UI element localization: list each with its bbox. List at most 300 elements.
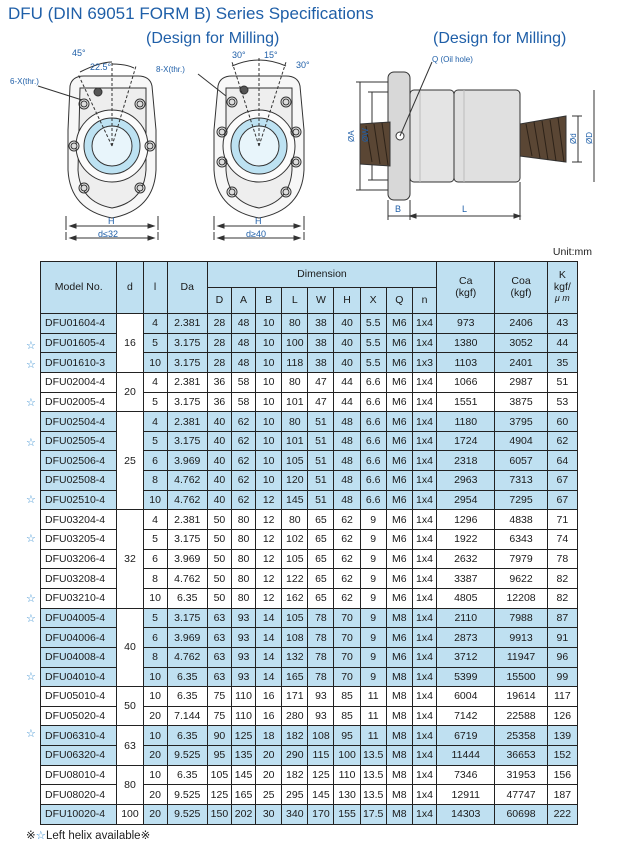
cell-w: 47 [308,372,334,392]
th-l: l [143,262,167,314]
th-ca: Ca (kgf) [437,262,495,314]
th-dim-q: Q [386,288,412,314]
cell-n: 1x4 [412,628,436,648]
cell-ca: 1380 [437,333,495,353]
cell-x: 6.6 [360,392,386,412]
cell-d: 90 [207,726,231,746]
cell-a: 58 [231,392,255,412]
side-view [356,62,594,220]
cell-k: 187 [547,785,577,805]
cell-k: 43 [547,314,577,334]
cell-k: 44 [547,333,577,353]
cell-da: 9.525 [167,785,207,805]
cell-h: 44 [334,392,360,412]
cell-a: 48 [231,314,255,334]
table-row [41,726,578,746]
cell-da: 2.381 [167,314,207,334]
cell-h: 70 [334,667,360,687]
cell-b: 10 [256,392,282,412]
cell-ca: 3387 [437,569,495,589]
th-dim-b: B [256,288,282,314]
cell-w: 125 [308,765,334,785]
cell-d: 20 [117,372,143,411]
cell-x: 13.5 [360,765,386,785]
label-angle-15: 15° [264,50,278,60]
cell-q: M8 [386,726,412,746]
cell-coa: 22588 [495,706,547,726]
label-6x-thr: 6-X(thr.) [10,77,39,86]
label-ow: ØW [361,128,370,142]
cell-h: 48 [334,490,360,510]
cell-l: 80 [282,372,308,392]
cell-da: 9.525 [167,746,207,766]
cell-q: M6 [386,530,412,550]
cell-model: DFU02005-4 [41,392,117,412]
cell-l: 118 [282,353,308,373]
cell-w: 145 [308,785,334,805]
label-od-large: ØD [585,132,594,144]
cell-n: 1x4 [412,608,436,628]
cell-model: DFU03206-4 [41,549,117,569]
cell-q: M8 [386,805,412,825]
cell-l: 5 [143,431,167,451]
cell-n: 1x4 [412,372,436,392]
cell-l: 10 [143,490,167,510]
cell-n: 1x4 [412,647,436,667]
cell-ca: 11444 [437,746,495,766]
cell-h: 48 [334,431,360,451]
cell-a: 80 [231,510,255,530]
cell-w: 78 [308,647,334,667]
cell-da: 3.175 [167,392,207,412]
cell-x: 5.5 [360,314,386,334]
cell-l: 132 [282,647,308,667]
flange-view-large [198,58,304,240]
cell-x: 6.6 [360,412,386,432]
cell-h: 48 [334,451,360,471]
cell-n: 1x4 [412,569,436,589]
cell-l: 101 [282,431,308,451]
cell-h: 48 [334,412,360,432]
cell-ca: 2110 [437,608,495,628]
cell-ca: 1922 [437,530,495,550]
cell-k: 99 [547,667,577,687]
cell-w: 78 [308,608,334,628]
cell-b: 18 [256,726,282,746]
cell-d: 63 [207,647,231,667]
cell-model: DFU06310-4 [41,726,117,746]
cell-model: DFU04006-4 [41,628,117,648]
cell-d: 95 [207,746,231,766]
cell-h: 62 [334,530,360,550]
cell-n: 1x4 [412,687,436,707]
th-dim-a: A [231,288,255,314]
cell-k: 67 [547,490,577,510]
cell-q: M6 [386,510,412,530]
cell-coa: 6057 [495,451,547,471]
cell-l: 290 [282,746,308,766]
cell-w: 51 [308,412,334,432]
cell-model: DFU04008-4 [41,647,117,667]
cell-h: 130 [334,785,360,805]
cell-d: 40 [207,412,231,432]
star-icon: ☆ [26,340,36,352]
cell-ca: 1551 [437,392,495,412]
cell-k: 64 [547,451,577,471]
cell-da: 6.35 [167,588,207,608]
cell-w: 108 [308,726,334,746]
cell-w: 93 [308,687,334,707]
table-row [41,687,578,707]
cell-l: 80 [282,510,308,530]
cell-ca: 4805 [437,588,495,608]
th-dim-w: W [308,288,334,314]
label-h-small: H [108,216,115,226]
cell-n: 1x4 [412,451,436,471]
cell-coa: 12208 [495,588,547,608]
cell-l: 8 [143,647,167,667]
cell-k: 139 [547,726,577,746]
cell-k: 74 [547,530,577,550]
cell-n: 1x4 [412,805,436,825]
cell-x: 6.6 [360,372,386,392]
cell-model: DFU02506-4 [41,451,117,471]
label-d-large: d≥40 [246,229,266,239]
cell-h: 155 [334,805,360,825]
cell-b: 14 [256,667,282,687]
cell-k: 67 [547,471,577,491]
cell-d: 40 [207,490,231,510]
cell-q: M6 [386,647,412,667]
cell-ca: 1296 [437,510,495,530]
cell-da: 2.381 [167,412,207,432]
cell-da: 7.144 [167,706,207,726]
cell-a: 145 [231,765,255,785]
cell-q: M6 [386,451,412,471]
cell-n: 1x4 [412,785,436,805]
cell-model: DFU02508-4 [41,471,117,491]
cell-q: M6 [386,314,412,334]
cell-coa: 15500 [495,667,547,687]
cell-da: 4.762 [167,647,207,667]
cell-d: 150 [207,805,231,825]
cell-h: 62 [334,588,360,608]
cell-coa: 9913 [495,628,547,648]
cell-model: DFU04005-4 [41,608,117,628]
cell-k: 96 [547,647,577,667]
th-model: Model No. [41,262,117,314]
cell-b: 12 [256,549,282,569]
cell-a: 48 [231,353,255,373]
cell-l: 105 [282,608,308,628]
label-b: B [395,204,402,214]
cell-w: 78 [308,628,334,648]
cell-x: 13.5 [360,746,386,766]
th-dim-x: X [360,288,386,314]
cell-b: 25 [256,785,282,805]
spec-table [40,261,578,825]
cell-l: 10 [143,687,167,707]
cell-l: 4 [143,510,167,530]
cell-w: 38 [308,353,334,373]
star-icon: ☆ [26,671,36,683]
cell-d: 36 [207,392,231,412]
cell-a: 62 [231,431,255,451]
cell-x: 11 [360,726,386,746]
th-da: Da [167,262,207,314]
cell-d: 63 [207,667,231,687]
cell-l: 182 [282,765,308,785]
star-icon: ☆ [26,728,36,740]
cell-n: 1x4 [412,706,436,726]
cell-a: 93 [231,628,255,648]
cell-w: 93 [308,706,334,726]
table-row [41,765,578,785]
label-d-small: d≤32 [98,229,118,239]
cell-coa: 19614 [495,687,547,707]
flange-view-small [38,62,158,240]
cell-a: 58 [231,372,255,392]
cell-coa: 4838 [495,510,547,530]
cell-q: M6 [386,490,412,510]
cell-model: DFU02505-4 [41,431,117,451]
technical-drawing [0,44,619,250]
cell-ca: 7346 [437,765,495,785]
cell-d: 50 [207,588,231,608]
cell-n: 1x4 [412,726,436,746]
cell-da: 3.175 [167,431,207,451]
page-title: DFU (DIN 69051 FORM B) Series Specifications [8,4,374,23]
cell-b: 16 [256,687,282,707]
cell-a: 202 [231,805,255,825]
table-row [41,608,578,628]
cell-l: 20 [143,746,167,766]
cell-l: 20 [143,805,167,825]
cell-x: 6.6 [360,471,386,491]
cell-da: 4.762 [167,471,207,491]
cell-model: DFU01605-4 [41,333,117,353]
cell-ca: 1724 [437,431,495,451]
cell-d: 63 [207,628,231,648]
th-dim-n: n [412,288,436,314]
cell-w: 170 [308,805,334,825]
cell-l: 108 [282,628,308,648]
cell-d: 32 [117,510,143,608]
subtitle-right: (Design for Milling) [433,30,567,47]
cell-x: 11 [360,687,386,707]
cell-w: 65 [308,530,334,550]
th-dimension: Dimension [207,262,436,288]
star-icon: ☆ [26,397,36,409]
cell-h: 110 [334,765,360,785]
cell-h: 62 [334,569,360,589]
label-angle-30b: 30° [296,60,310,70]
cell-q: M8 [386,667,412,687]
cell-b: 14 [256,608,282,628]
cell-n: 1x4 [412,765,436,785]
cell-n: 1x4 [412,431,436,451]
cell-a: 80 [231,588,255,608]
cell-l: 4 [143,412,167,432]
cell-coa: 3875 [495,392,547,412]
label-angle-45: 45° [72,48,86,58]
cell-q: M8 [386,687,412,707]
cell-n: 1x4 [412,314,436,334]
cell-coa: 7988 [495,608,547,628]
cell-n: 1x4 [412,490,436,510]
cell-k: 35 [547,353,577,373]
cell-a: 125 [231,726,255,746]
cell-x: 6.6 [360,451,386,471]
cell-b: 12 [256,490,282,510]
cell-b: 10 [256,372,282,392]
cell-a: 62 [231,412,255,432]
label-8x-thr: 8-X(thr.) [156,65,185,74]
cell-l: 8 [143,471,167,491]
cell-a: 80 [231,569,255,589]
cell-d: 50 [207,510,231,530]
cell-coa: 9622 [495,569,547,589]
cell-d: 40 [207,451,231,471]
cell-l: 6 [143,549,167,569]
cell-w: 65 [308,549,334,569]
cell-w: 65 [308,569,334,589]
table-row [41,372,578,392]
cell-k: 222 [547,805,577,825]
cell-da: 2.381 [167,510,207,530]
cell-a: 80 [231,530,255,550]
cell-q: M6 [386,471,412,491]
cell-h: 85 [334,687,360,707]
unit-label: Unit:mm [552,246,592,258]
cell-h: 62 [334,549,360,569]
cell-l: 280 [282,706,308,726]
cell-model: DFU05020-4 [41,706,117,726]
cell-ca: 1103 [437,353,495,373]
cell-l: 8 [143,569,167,589]
cell-model: DFU06320-4 [41,746,117,766]
cell-n: 1x4 [412,333,436,353]
cell-da: 3.969 [167,549,207,569]
cell-x: 9 [360,667,386,687]
cell-model: DFU03204-4 [41,510,117,530]
cell-b: 12 [256,530,282,550]
star-icon: ☆ [26,494,36,506]
cell-q: M6 [386,588,412,608]
cell-l: 20 [143,785,167,805]
cell-l: 165 [282,667,308,687]
cell-d: 28 [207,333,231,353]
cell-model: DFU05010-4 [41,687,117,707]
cell-n: 1x4 [412,549,436,569]
cell-coa: 2401 [495,353,547,373]
cell-x: 5.5 [360,333,386,353]
cell-b: 10 [256,333,282,353]
cell-ca: 5399 [437,667,495,687]
cell-ca: 7142 [437,706,495,726]
cell-w: 51 [308,471,334,491]
cell-da: 2.381 [167,372,207,392]
cell-w: 51 [308,490,334,510]
cell-l: 80 [282,314,308,334]
cell-ca: 2318 [437,451,495,471]
cell-x: 11 [360,706,386,726]
cell-n: 1x3 [412,353,436,373]
cell-l: 6 [143,451,167,471]
cell-coa: 60698 [495,805,547,825]
cell-b: 20 [256,765,282,785]
cell-da: 3.175 [167,333,207,353]
cell-coa: 7313 [495,471,547,491]
cell-a: 135 [231,746,255,766]
cell-h: 40 [334,353,360,373]
cell-l: 6 [143,628,167,648]
cell-model: DFU03208-4 [41,569,117,589]
cell-d: 28 [207,353,231,373]
cell-q: M6 [386,333,412,353]
cell-l: 4 [143,314,167,334]
cell-n: 1x4 [412,510,436,530]
cell-b: 14 [256,647,282,667]
cell-l: 5 [143,530,167,550]
cell-a: 110 [231,687,255,707]
cell-l: 5 [143,608,167,628]
cell-l: 5 [143,333,167,353]
cell-a: 165 [231,785,255,805]
cell-l: 4 [143,372,167,392]
cell-l: 105 [282,451,308,471]
cell-d: 50 [117,687,143,726]
cell-l: 122 [282,569,308,589]
th-dim-l: L [282,288,308,314]
cell-b: 12 [256,569,282,589]
cell-ca: 14303 [437,805,495,825]
cell-h: 44 [334,372,360,392]
cell-da: 3.969 [167,451,207,471]
cell-ca: 6719 [437,726,495,746]
star-icon: ☆ [26,593,36,605]
cell-b: 12 [256,510,282,530]
cell-l: 100 [282,333,308,353]
cell-x: 9 [360,608,386,628]
cell-q: M6 [386,392,412,412]
cell-d: 28 [207,314,231,334]
cell-x: 9 [360,530,386,550]
cell-da: 6.35 [167,687,207,707]
cell-model: DFU02004-4 [41,372,117,392]
cell-n: 1x4 [412,588,436,608]
cell-k: 62 [547,431,577,451]
cell-b: 20 [256,746,282,766]
cell-h: 62 [334,510,360,530]
th-dim-d: D [207,288,231,314]
cell-x: 6.6 [360,431,386,451]
cell-model: DFU02510-4 [41,490,117,510]
cell-k: 78 [547,549,577,569]
cell-da: 9.525 [167,805,207,825]
cell-d: 50 [207,549,231,569]
cell-d: 105 [207,765,231,785]
cell-l: 182 [282,726,308,746]
cell-l: 340 [282,805,308,825]
cell-l: 101 [282,392,308,412]
cell-w: 65 [308,588,334,608]
cell-w: 51 [308,451,334,471]
star-icon: ☆ [26,613,36,625]
cell-q: M6 [386,431,412,451]
cell-w: 38 [308,333,334,353]
table-row [41,510,578,530]
